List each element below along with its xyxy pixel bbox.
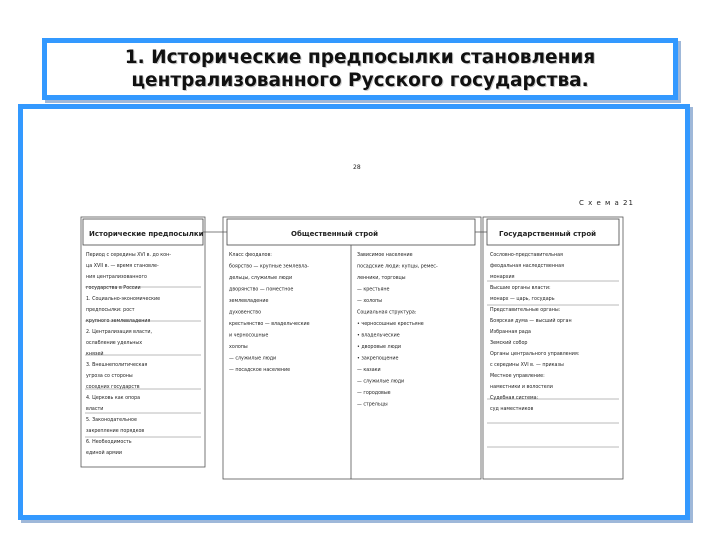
column-1-header: Исторические предпосылки	[89, 230, 204, 238]
scanned-schema-image	[23, 109, 685, 515]
column-4-line: Представительные органы:	[490, 308, 561, 313]
scanned-schema-frame	[18, 104, 690, 520]
column-4-line: Местное управление:	[490, 374, 545, 379]
column-1-line: власти	[86, 407, 104, 412]
column-3-line: — стрельцы	[357, 402, 388, 408]
column-4-line: суд наместников	[490, 407, 534, 412]
column-1-line: предпосылки: рост	[86, 308, 135, 313]
column-1-line: 3. Внешнеполитическая	[86, 363, 148, 368]
column-3-line: ленники, торговцы	[357, 276, 406, 281]
column-1-line: единой армии	[86, 451, 122, 456]
column-1-line: ния централизованного	[86, 275, 147, 280]
column-2-line: холопы	[229, 345, 248, 350]
slide-title	[125, 46, 595, 92]
column-3-line: — городовые	[357, 391, 391, 396]
column-3-line: — крестьяне	[357, 287, 390, 293]
column-1-line: 1. Социально-экономические	[86, 297, 161, 302]
slide-title-box	[42, 38, 678, 100]
column-3-line: • черносошные крестьяне	[357, 322, 424, 327]
column-1-line: закрепление порядков	[86, 429, 145, 434]
column-4-line: монарх — царь, государь	[490, 297, 555, 302]
column-2-header: Общественный строй	[291, 230, 378, 238]
schema-label: С х е м а 21	[579, 199, 634, 207]
column-4-line: Сословно-представительная	[490, 253, 563, 258]
column-4-text	[490, 252, 580, 412]
column-4-line: Земский собор	[490, 341, 528, 346]
column-1-line: ца XVII в. — время становле-	[86, 264, 159, 269]
column-3-text	[357, 252, 438, 408]
column-4-line: Органы центрального управления:	[490, 352, 580, 357]
column-1-line: 2. Централизация власти,	[86, 330, 153, 335]
column-1-line: 6. Необходимость	[86, 440, 132, 445]
column-2-line: дворянство — поместное	[229, 287, 294, 293]
column-1-line: 4. Церковь как опора	[86, 396, 141, 401]
column-4-line: Судебная система:	[490, 396, 539, 401]
column-2-line: духовенство	[229, 310, 262, 316]
column-1-line: государства в России	[86, 286, 141, 291]
column-1-text	[86, 252, 171, 456]
column-1-line: 5. Законодательное	[86, 418, 137, 423]
column-1-line: соседних государств	[86, 385, 140, 390]
column-1-line: князей	[86, 352, 104, 357]
column-3-line: — казаки	[357, 368, 381, 373]
column-1-line: Период с середины XVI в. до кон-	[86, 253, 171, 258]
column-2-line: дельцы, служилые люди	[229, 276, 293, 281]
column-3-line: Социальная структура:	[357, 310, 417, 316]
column-3-line: — служилые люди	[357, 379, 405, 385]
column-3-line: • дворовые люди	[357, 345, 402, 350]
column-2-line: Класс феодалов:	[229, 253, 272, 258]
column-3-line: посадские люди: купцы, ремес-	[357, 264, 438, 270]
column-4-line: Боярская дума — высший орган	[490, 319, 572, 324]
column-4-line: монархия	[490, 275, 515, 280]
column-3-line: — холопы	[357, 299, 383, 304]
column-3-line: Зависимое население	[357, 253, 413, 258]
column-3-line: • владельческие	[357, 333, 400, 339]
column-2-line: и черносошные	[229, 333, 269, 339]
column-1-line: крупного землевладения	[86, 319, 151, 324]
column-4-line: Избранная рада	[490, 330, 531, 335]
column-2-text	[229, 252, 310, 373]
slide-title-line-2: централизованного Русского государства.	[131, 70, 589, 91]
column-4-line: наместники и волостели	[490, 385, 553, 390]
column-2-line: крестьянство — владельческие	[229, 322, 310, 327]
column-4-line: феодальная наследственная	[490, 264, 564, 269]
column-2-line: — служилые люди	[229, 356, 277, 362]
column-2-line: — посадское население	[229, 368, 291, 373]
column-1-line: угроза со стороны	[86, 374, 133, 379]
page-number: 28	[353, 164, 361, 171]
column-2-line: боярство — крупные землевла-	[229, 264, 309, 270]
column-3-line: • закрепощение	[357, 356, 399, 362]
column-2-line: землевладение	[229, 299, 269, 304]
column-4-header: Государственный строй	[499, 230, 597, 238]
column-1-line: ослабление удельных	[86, 341, 143, 346]
slide-title-line-1: 1. Исторические предпосылки становления	[124, 47, 596, 68]
column-4-line: Высшие органы власти:	[490, 286, 551, 291]
column-4-line: с середины XVI в. — приказы	[490, 363, 564, 368]
